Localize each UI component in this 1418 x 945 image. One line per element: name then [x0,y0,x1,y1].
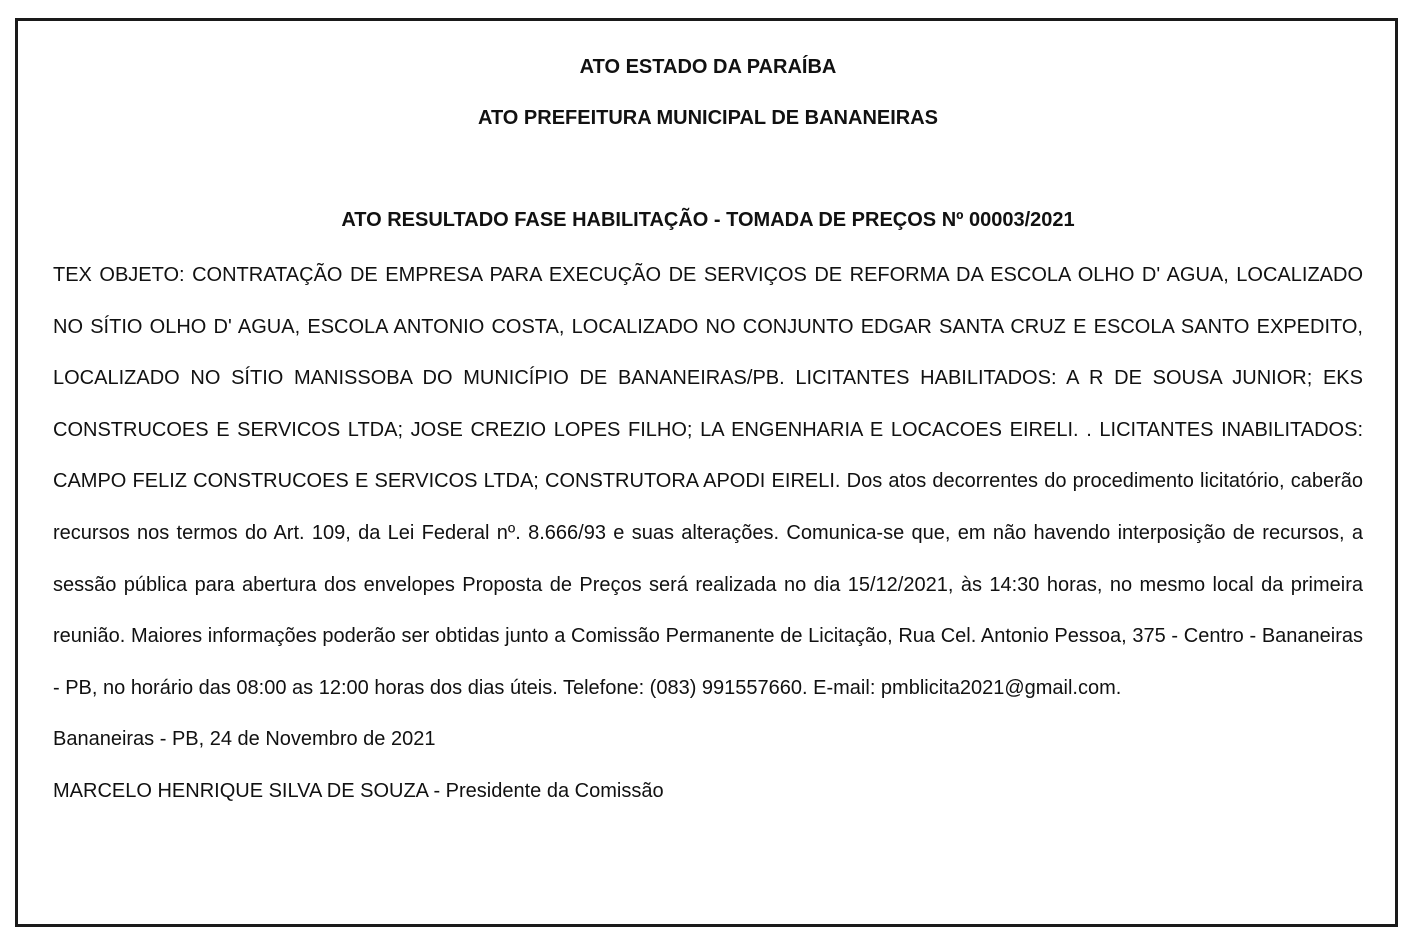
state-heading: ATO ESTADO DA PARAÍBA [579,56,837,78]
document-content [53,52,1363,818]
place-date: Bananeiras - PB, 24 de Novembro de 2021 [53,728,436,751]
body-paragraph: TEX OBJETO: CONTRATAÇÃO DE EMPRESA PARA EXECUÇÃO DE SERVIÇOS DE REFORMA DA ESCOLA OLHO D' AGUA, LOCALIZADO NO SÍTIO OLHO D' AGUA, ESCOLA ANTONIO COSTA, LOCALIZADO NO CONJUNTO EDGAR SANTA CRUZ E ESCOLA SANTO EXPEDITO, LOCALIZADO NO SÍTIO MANISSOBA DO MUNICÍPIO DE BANANEIRAS/PB. LICITANTES HABILITADOS: A R DE SOUSA JUNIOR; EKS CONSTRUCOES E SERVICOS LTDA; JOSE CREZIO LOPES FILHO; LA ENGENHARIA E LOCACOES EIRELI. . LICITANTES INABILITADOS: CAMPO FELIZ CONSTRUCOES E SERVICOS LTDA; CONSTRUTORA APODI EIRELI. Dos atos decorrentes do procedimento licitatório, caberão recursos nos termos do Art. 109, da Lei Federal nº. 8.666/93 e suas alterações. Comunica-se que, em não havendo interposição de recursos, a sessão pública para abertura dos envelopes Proposta de Preços será realizada no dia 15/12/2021, às 14:30 horas, no mesmo local da primeira reunião. Maiores informações poderão ser obtidas junto a Comissão Permanente de Licitação, Rua Cel. Antonio Pessoa, 375 - Centro - Bananeiras - PB, no horário das 08:00 as 12:00 horas dos dias úteis. Telefone: (083) 991557660. E-mail: pmblicita2021@gmail.com. [53,264,1363,699]
document-title: ATO RESULTADO FASE HABILITAÇÃO - TOMADA DE PREÇOS Nº 00003/2021 [341,209,1075,231]
signature-line: MARCELO HENRIQUE SILVA DE SOUZA - Presidente da Comissão [53,779,664,802]
municipality-heading: ATO PREFEITURA MUNICIPAL DE BANANEIRAS [477,107,939,129]
